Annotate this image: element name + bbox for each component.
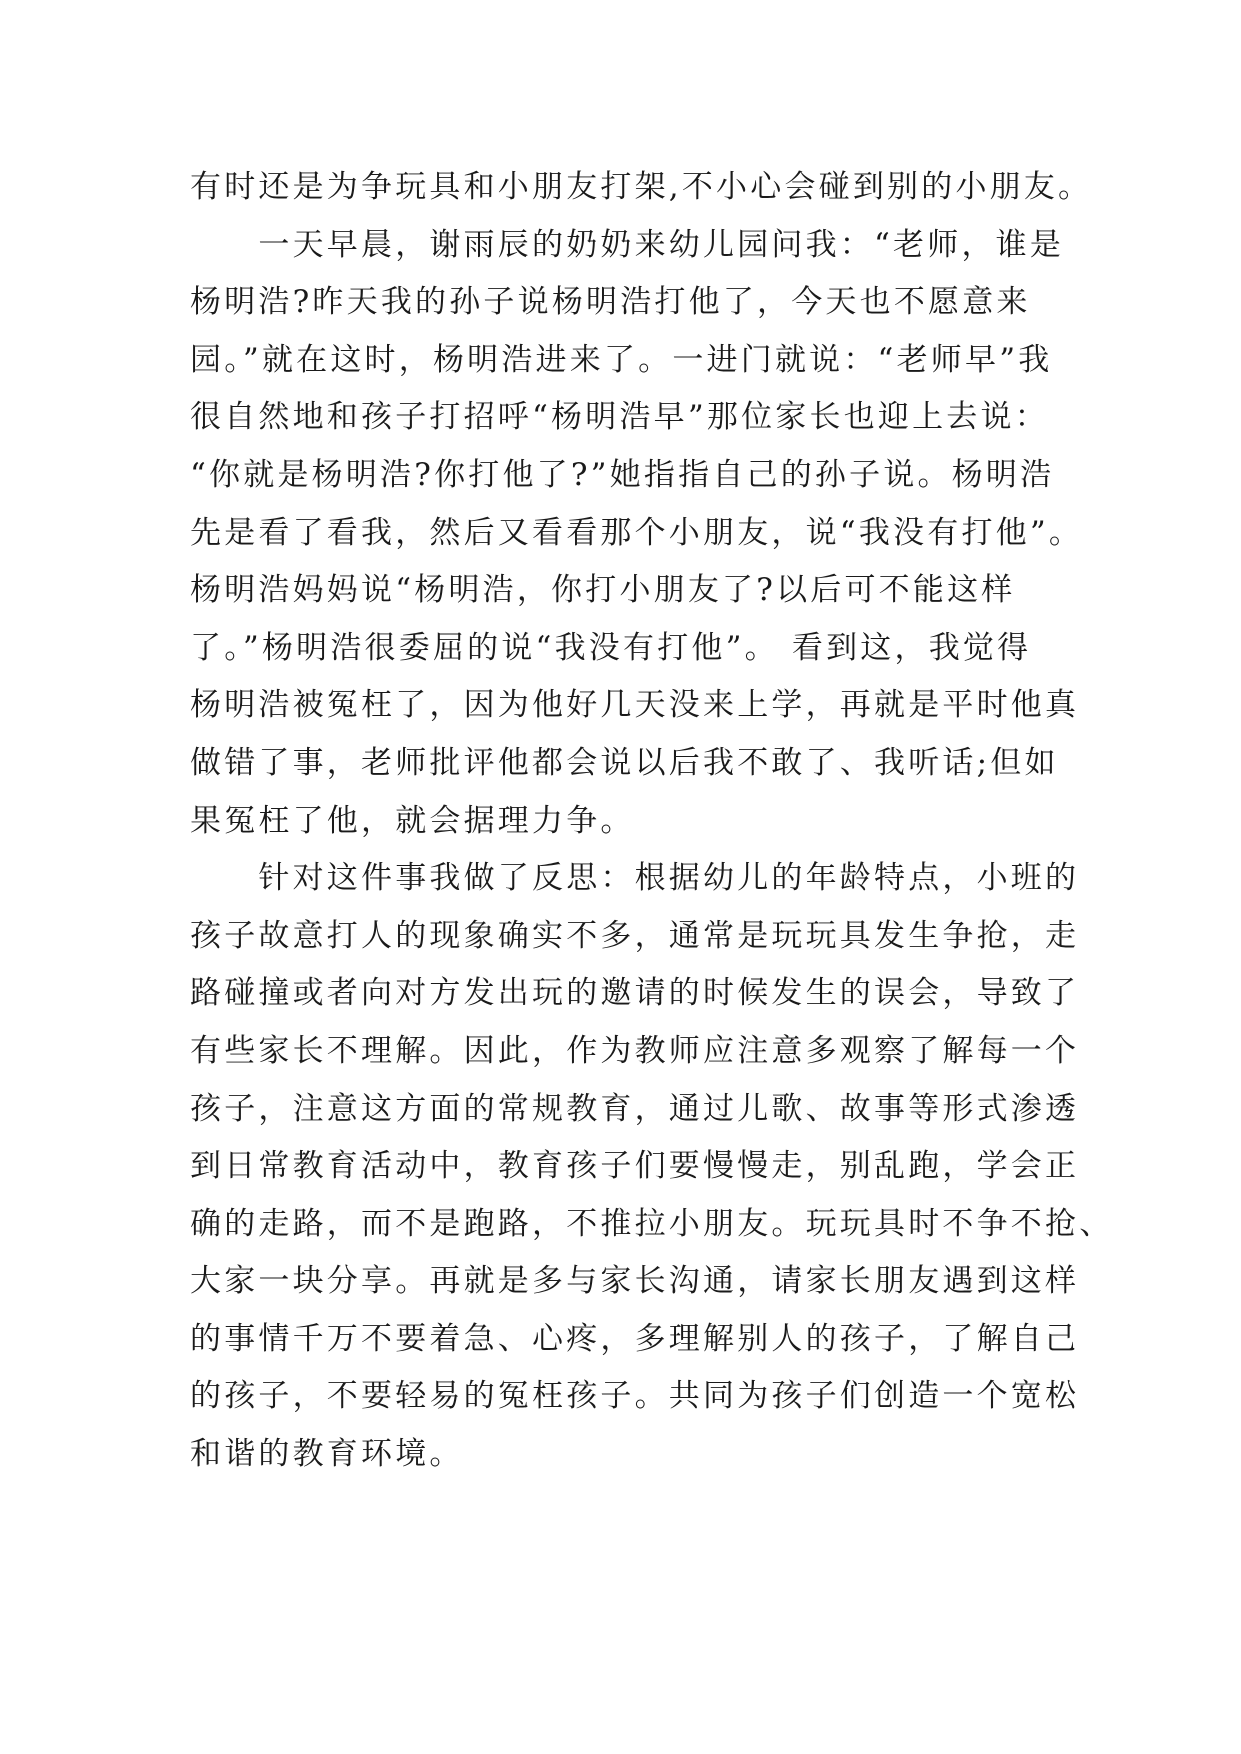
text-line: 杨明浩妈妈说“杨明浩，你打小朋友了?以后可不能这样 [190, 572, 1016, 609]
text-line: 一天早晨，谢雨辰的奶奶来幼儿园问我：“老师，谁是 [190, 226, 1065, 263]
text-line: 有时还是为争玩具和小朋友打架,不小心会碰到别的小朋友。 [190, 169, 1093, 205]
text-line: 先是看了看我，然后又看看那个小朋友，说“我没有打他”。 [190, 514, 1084, 551]
text-line: 杨明浩?昨天我的孙子说杨明浩打他了，今天也不愿意来 [190, 284, 1031, 321]
text-line: 很自然地和孩子打招呼“杨明浩早”那位家长也迎上去说： [190, 399, 1049, 436]
text-line: 的事情千万不要着急、心疼，多理解别人的孩子，了解自己 [190, 1320, 1080, 1357]
text-line: 和谐的教育环境。 [190, 1436, 464, 1473]
text-line: 做错了事，老师批评他都会说以后我不敢了、我听话;但如 [190, 744, 1059, 781]
text-line: 园。”就在这时，杨明浩进来了。一进门就说：“老师早”我 [190, 341, 1053, 378]
text-line: 了。”杨明浩很委屈的说“我没有打他”。 看到这，我觉得 [190, 629, 1032, 666]
text-line: 果冤枉了他，就会据理力争。 [190, 802, 635, 839]
text-line: 路碰撞或者向对方发出玩的邀请的时候发生的误会，导致了 [190, 975, 1080, 1012]
text-line: 杨明浩被冤枉了，因为他好几天没来上学，再就是平时他真 [190, 687, 1080, 724]
body-text [190, 159, 1114, 1484]
text-line: 针对这件事我做了反思：根据幼儿的年龄特点，小班的 [190, 860, 1080, 897]
text-line: 孩子故意打人的现象确实不多，通常是玩玩具发生争抢，走 [190, 917, 1080, 954]
text-line: 有些家长不理解。因此，作为教师应注意多观察了解每一个 [190, 1032, 1080, 1069]
text-line: 大家一块分享。再就是多与家长沟通，请家长朋友遇到这样 [190, 1263, 1080, 1300]
text-line: 到日常教育活动中，教育孩子们要慢慢走，别乱跑，学会正 [190, 1148, 1080, 1185]
text-line: 确的走路，而不是跑路，不推拉小朋友。玩玩具时不争不抢、 [190, 1205, 1114, 1242]
text-line: 的孩子，不要轻易的冤枉孩子。共同为孩子们创造一个宽松 [190, 1378, 1080, 1415]
text-line: “你就是杨明浩?你打他了?”她指指自己的孙子说。杨明浩 [190, 456, 1055, 493]
text-line: 孩子，注意这方面的常规教育，通过儿歌、故事等形式渗透 [190, 1090, 1080, 1127]
